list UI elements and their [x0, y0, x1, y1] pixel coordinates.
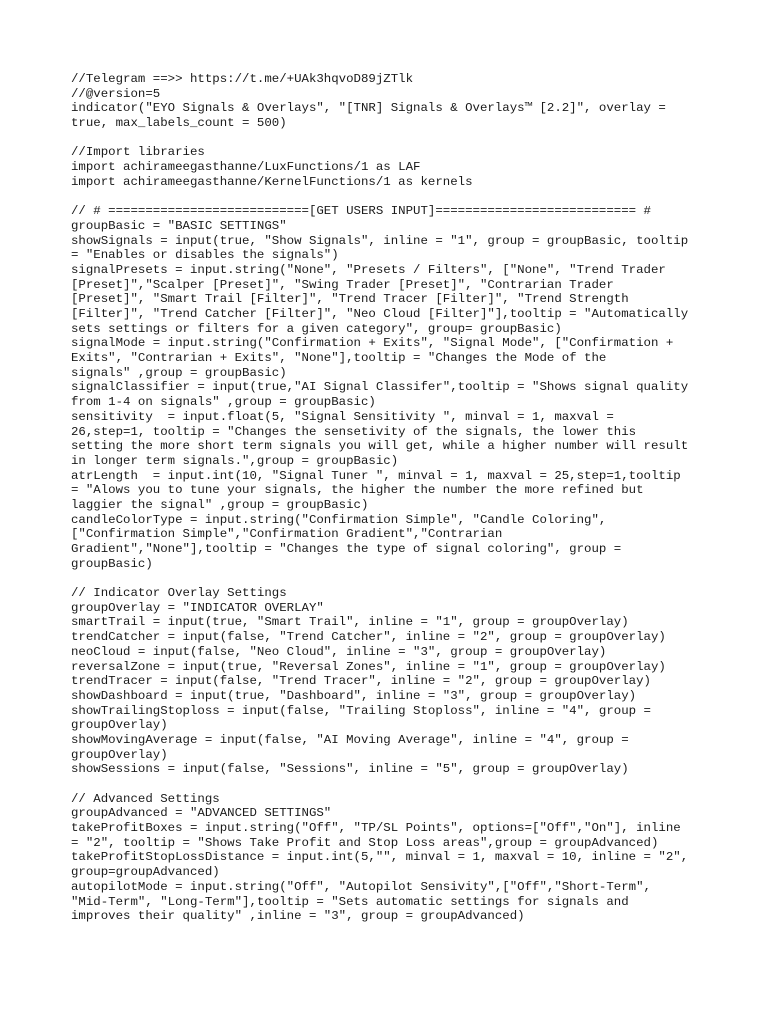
code-line: indicator("EYO Signals & Overlays", "[TNR] Signals & Overlays™ [2.2]", overlay = [71, 101, 666, 116]
code-line: signalPresets = input.string("None", "Presets / Filters", ["None", "Trend Trader [71, 262, 666, 277]
code-line: improves their quality" ,inline = "3", group = groupAdvanced) [71, 909, 525, 924]
code-line: true, max_labels_count = 500) [71, 116, 287, 131]
code-line: showMovingAverage = input(false, "AI Moving Average", inline = "4", group = [71, 732, 629, 747]
code-line: // Advanced Settings [71, 791, 220, 806]
code-line: showSessions = input(false, "Sessions", inline = "5", group = groupOverlay) [71, 762, 629, 777]
code-line: takeProfitBoxes = input.string("Off", "TP/SL Points", options=["Off","On"], inline [71, 821, 681, 836]
blank-line [71, 190, 701, 205]
blank-line [71, 571, 701, 586]
code-line: [Filter]", "Trend Catcher [Filter]", "Neo Cloud [Filter]"],tooltip = "Automatically [71, 307, 689, 321]
code-line: group=groupAdvanced) [71, 865, 220, 880]
code-line: trendTracer = input(false, "Trend Tracer", inline = "2", group = groupOverlay) [71, 674, 651, 689]
code-line: signalClassifier = input(true,"AI Signal Classifer",tooltip = "Shows signal quality [71, 380, 689, 395]
code-line: import achirameegasthanne/KernelFunctions/1 as kernels [71, 174, 473, 189]
code-line: = "2", tooltip = "Shows Take Profit and Stop Loss areas",group = groupAdvanced) [71, 835, 659, 850]
code-line: [Preset]", "Smart Trail [Filter]", "Trend Tracer [Filter]", "Trend Strength [71, 292, 629, 307]
blank-line [71, 777, 701, 792]
code-line: // # ===========================[GET USERS INPUT]=========================== # [71, 204, 651, 219]
code-line: reversalZone = input(true, "Reversal Zones", inline = "1", group = groupOverlay) [71, 659, 666, 674]
code-line: atrLength = input.int(10, "Signal Tuner ", minval = 1, maxval = 25,step=1,tooltip [71, 468, 681, 483]
code-line: groupOverlay) [71, 718, 168, 733]
code-line: //Import libraries [71, 145, 205, 160]
code-line: = "Enables or disables the signals") [71, 248, 339, 263]
code-line: neoCloud = input(false, "Neo Cloud", inline = "3", group = groupOverlay) [71, 644, 607, 659]
code-line: from 1-4 on signals" ,group = groupBasic) [71, 395, 376, 410]
code-line: setting the more short term signals you will get, while a higher number will result [71, 439, 689, 454]
code-line: showSignals = input(true, "Show Signals", inline = "1", group = groupBasic, tooltip [71, 233, 689, 248]
code-line: in longer term signals.",group = groupBasic) [71, 453, 399, 468]
code-line: //Telegram ==>> https://t.me/+UAk3hqvoD89jZTlk [71, 72, 414, 86]
code-line: candleColorType = input.string("Confirmation Simple", "Candle Coloring", [71, 512, 607, 527]
code-line: signalMode = input.string("Confirmation + Exits", "Signal Mode", ["Confirmation + [71, 336, 674, 351]
document-page [71, 72, 701, 924]
code-line: smartTrail = input(true, "Smart Trail", inline = "1", group = groupOverlay) [71, 615, 629, 630]
code-line: //@version=5 [71, 86, 161, 101]
code-line: sets settings or filters for a given category", group= groupBasic) [71, 321, 562, 336]
code-line: sensitivity = input.float(5, "Signal Sensitivity ", minval = 1, maxval = [71, 409, 614, 424]
code-line: groupBasic) [71, 556, 153, 571]
code-line: showDashboard = input(true, "Dashboard", inline = "3", group = groupOverlay) [71, 688, 637, 703]
code-line: takeProfitStopLossDistance = input.int(5,"", minval = 1, maxval = 10, inline = "2", [71, 850, 689, 865]
code-line: groupOverlay = "INDICATOR OVERLAY" [71, 600, 324, 615]
blank-line [71, 131, 701, 146]
code-line: groupOverlay) [71, 747, 168, 762]
code-line: import achirameegasthanne/LuxFunctions/1 as LAF [71, 160, 421, 175]
code-line: autopilotMode = input.string("Off", "Autopilot Sensivity",["Off","Short-Term", [71, 879, 651, 894]
code-line: groupBasic = "BASIC SETTINGS" [71, 218, 287, 233]
code-line: "Mid-Term", "Long-Term"],tooltip = "Sets automatic settings for signals and [71, 894, 629, 909]
code-line: 26,step=1, tooltip = "Changes the sensetivity of the signals, the lower this [71, 424, 637, 439]
code-line: Exits", "Contrarian + Exits", "None"],tooltip = "Changes the Mode of the [71, 351, 607, 366]
code-line: signals" ,group = groupBasic) [71, 365, 287, 380]
code-line: ["Confirmation Simple","Confirmation Gradient","Contrarian [71, 527, 503, 542]
code-line: = "Alows you to tune your signals, the higher the number the more refined but [71, 483, 644, 498]
code-line: showTrailingStoploss = input(false, "Trailing Stoploss", inline = "4", group = [71, 703, 651, 718]
code-line: trendCatcher = input(false, "Trend Catcher", inline = "2", group = groupOverlay) [71, 630, 666, 645]
code-block [71, 72, 701, 924]
code-line: // Indicator Overlay Settings [71, 586, 287, 601]
code-line: Gradient","None"],tooltip = "Changes the type of signal coloring", group = [71, 542, 622, 556]
code-line: [Preset]","Scalper [Preset]", "Swing Trader [Preset]", "Contrarian Trader [71, 277, 614, 292]
code-line: laggier the signal" ,group = groupBasic) [71, 497, 369, 512]
code-line: groupAdvanced = "ADVANCED SETTINGS" [71, 806, 332, 821]
